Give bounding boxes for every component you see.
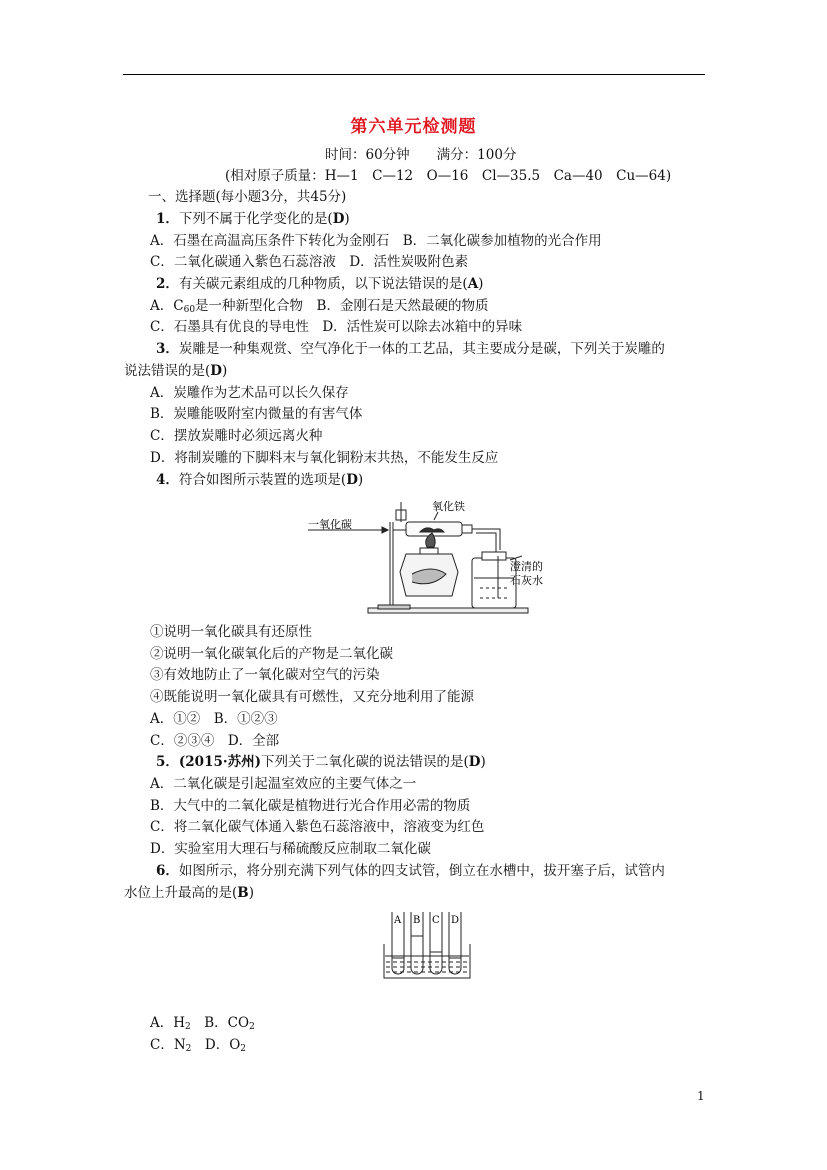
q1-options-cd: C．二氧化碳通入紫色石蕊溶液 D．活性炭吸附色素 bbox=[150, 254, 469, 270]
q4-statement-3: ③有效地防止了一氧化碳对空气的污染 bbox=[150, 667, 380, 683]
q2-options-ab: A．$C_{60}$是一种新型化合物 B．金刚石是天然最硬的物质 bbox=[150, 298, 489, 315]
q5-option-a: A．二氧化碳是引起温室效应的主要气体之一 bbox=[150, 776, 417, 792]
tube-label-d: D bbox=[451, 915, 460, 926]
section-heading: 一、选择题(每小题3分，共45分) bbox=[148, 189, 347, 205]
label-limewater-2: 石灰水 bbox=[510, 574, 543, 587]
q6-options-ab: A．$H_2$ B．$CO_2$ bbox=[150, 1015, 255, 1032]
q4-statement-2: ②说明一氧化碳氧化后的产物是二氧化碳 bbox=[150, 646, 393, 662]
page-number: 1 bbox=[697, 1089, 705, 1103]
question-source: (2015·苏州) bbox=[178, 754, 261, 770]
q3-option-b: B．炭雕能吸附室内微量的有害气体 bbox=[150, 406, 363, 422]
atomic-masses: (相对原子质量：H—1 C—12 O—16 Cl—35.5 Ca—40 Cu—64) bbox=[225, 168, 672, 184]
co-reduction-apparatus-figure bbox=[300, 492, 560, 620]
label-limewater-1: 澄清的 bbox=[510, 560, 543, 573]
question-6-cont: 水位上升最高的是(B) bbox=[124, 885, 254, 901]
question-3-cont: 说法错误的是(D) bbox=[124, 363, 228, 379]
q4-options-ab: A．①② B．①②③ bbox=[150, 711, 278, 727]
q6-options-cd: C．$N_2$ D．$O_2$ bbox=[150, 1037, 247, 1054]
q4-statement-4: ④既能说明一氧化碳具有可燃性，又充分地利用了能源 bbox=[150, 689, 474, 705]
q3-option-d: D．将制炭雕的下脚料末与氧化铜粉末共热，不能发生反应 bbox=[150, 450, 499, 466]
question-3: 3．炭雕是一种集观赏、空气净化于一体的工艺品，其主要成分是碳，下列关于炭雕的 bbox=[156, 341, 665, 357]
answer: D bbox=[210, 363, 222, 379]
answer: A bbox=[467, 276, 479, 292]
q4-options-cd: C．②③④ D．全部 bbox=[150, 733, 280, 749]
q5-option-d: D．实验室用大理石与稀硫酸反应制取二氧化碳 bbox=[150, 841, 431, 857]
tube-label-a: A bbox=[394, 915, 402, 926]
q5-option-b: B．大气中的二氧化碳是植物进行光合作用必需的物质 bbox=[150, 798, 471, 814]
answer: D bbox=[468, 754, 481, 770]
question-2: 2．有关碳元素组成的几种物质，以下说法错误的是(A) bbox=[156, 276, 484, 292]
page-title: 第六单元检测题 bbox=[350, 117, 477, 137]
question-6: 6．如图所示，将分别充满下列气体的四支试管，倒立在水槽中，拔开塞子后，试管内 bbox=[156, 863, 665, 879]
header-rule bbox=[123, 74, 705, 75]
tube-label-b: B bbox=[413, 915, 421, 926]
label-co: 一氧化碳 bbox=[308, 518, 352, 531]
tube-label-c: C bbox=[432, 915, 440, 926]
q1-options-ab: A．石墨在高温高压条件下转化为金刚石 B．二氧化碳参加植物的光合作用 bbox=[150, 233, 602, 249]
q2-options-cd: C．石墨具有优良的导电性 D．活性炭可以除去冰箱中的异味 bbox=[150, 319, 523, 335]
question-4: 4．符合如图所示装置的选项是(D) bbox=[156, 472, 364, 488]
question-1: 1．下列不属于化学变化的是(D) bbox=[156, 211, 350, 227]
label-iron-oxide: 氧化铁 bbox=[432, 500, 465, 513]
q5-option-c: C．将二氧化碳气体通入紫色石蕊溶液中，溶液变为红色 bbox=[150, 819, 485, 835]
answer: B bbox=[237, 885, 249, 901]
question-5: 5．(2015·苏州)下列关于二氧化碳的说法错误的是(D) bbox=[156, 754, 486, 770]
test-tubes-water-trough-figure bbox=[380, 908, 474, 982]
q4-statement-1: ①说明一氧化碳具有还原性 bbox=[150, 624, 312, 640]
answer: D bbox=[332, 211, 345, 227]
q3-option-a: A．炭雕作为艺术品可以长久保存 bbox=[150, 385, 349, 401]
q3-option-c: C．摆放炭雕时必须远离火种 bbox=[150, 428, 323, 444]
answer: D bbox=[346, 472, 358, 488]
exam-time-info: 时间：60分钟 满分：100分 bbox=[325, 147, 517, 163]
